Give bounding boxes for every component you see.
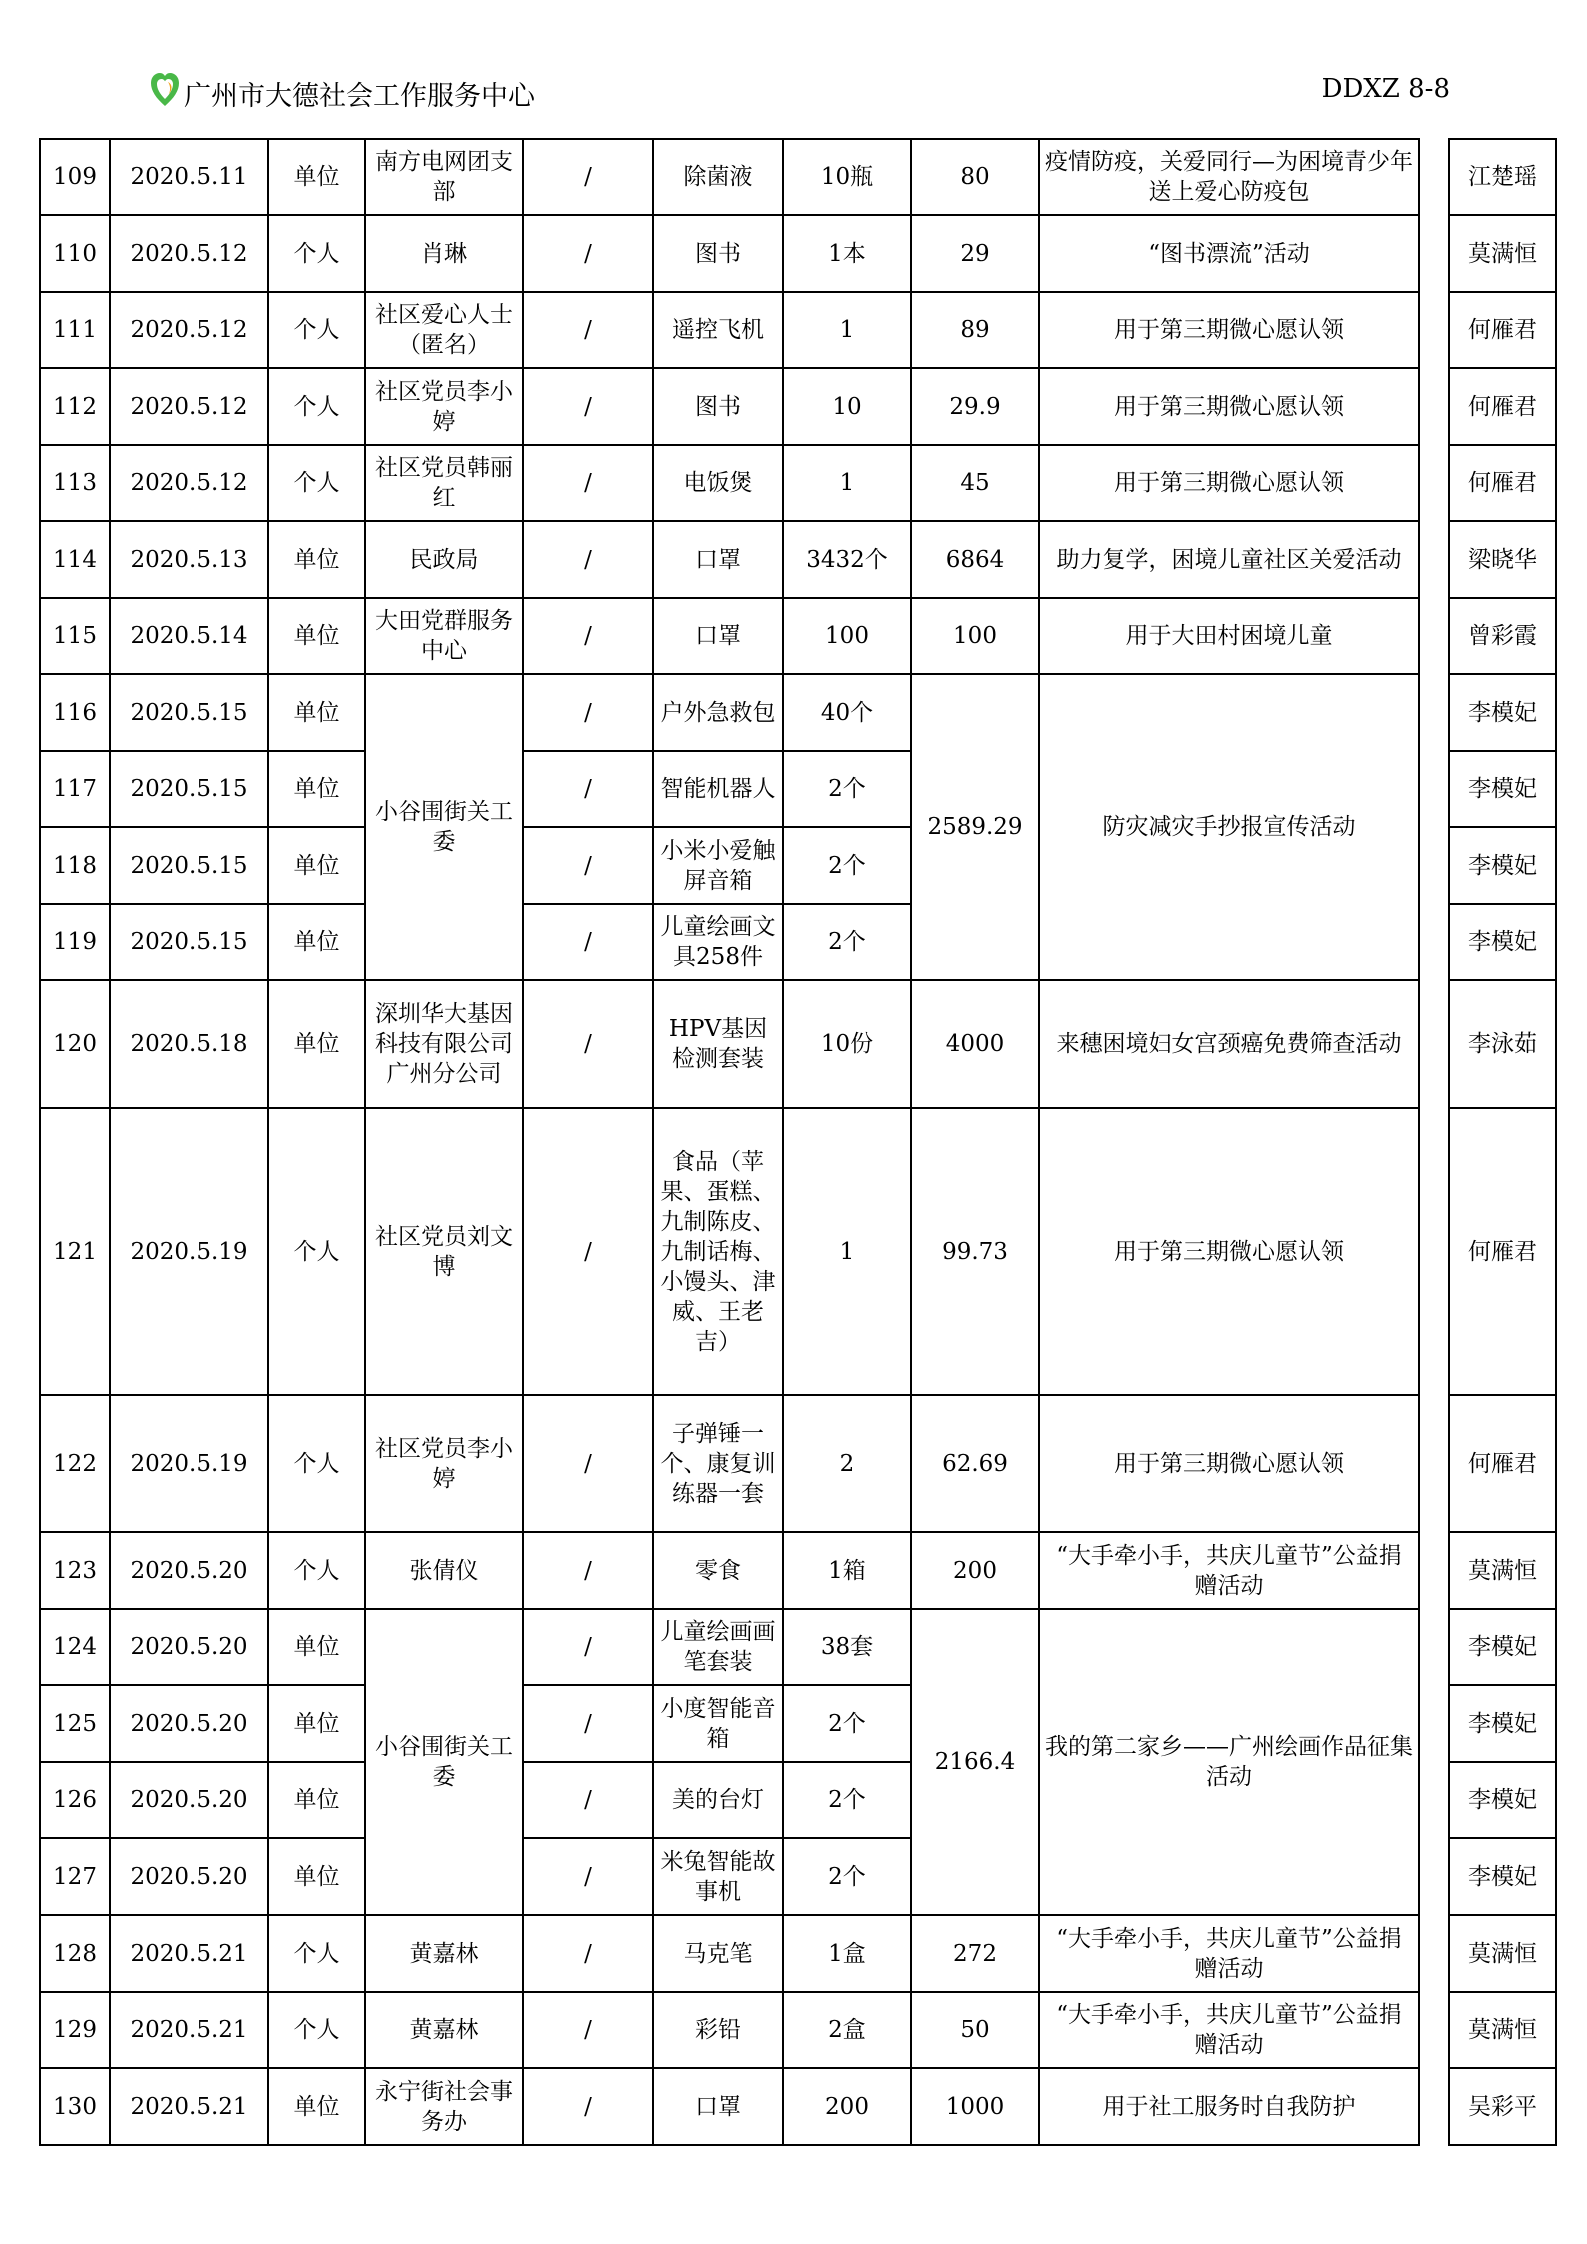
item-quantity: 10瓶: [783, 139, 911, 215]
table-row: [40, 1992, 1556, 2068]
donor-type: 单位: [268, 521, 365, 598]
donation-date: 2020.5.15: [110, 674, 268, 751]
item-amount: 80: [911, 139, 1039, 215]
blank-gap-cell: [1419, 1532, 1449, 1609]
item-quantity: 1本: [783, 215, 911, 292]
donor-type: 单位: [268, 598, 365, 674]
handler-name: 李泳茹: [1449, 980, 1556, 1108]
donation-date: 2020.5.12: [110, 292, 268, 368]
item-quantity: 1箱: [783, 1532, 911, 1609]
slash-cell: /: [523, 1108, 653, 1395]
slash-cell: /: [523, 1532, 653, 1609]
slash-cell: /: [523, 751, 653, 827]
item-name: 口罩: [653, 598, 783, 674]
donor-type: 个人: [268, 1532, 365, 1609]
donor-type: 个人: [268, 1395, 365, 1532]
blank-gap-cell: [1419, 2068, 1449, 2145]
handler-name: 李模妃: [1449, 827, 1556, 904]
donation-purpose: “图书漂流”活动: [1039, 215, 1419, 292]
donation-date: 2020.5.19: [110, 1108, 268, 1395]
handler-name: 莫满恒: [1449, 1992, 1556, 2068]
slash-cell: /: [523, 1395, 653, 1532]
donation-date: 2020.5.13: [110, 521, 268, 598]
blank-gap-cell: [1419, 980, 1449, 1108]
donation-date: 2020.5.20: [110, 1838, 268, 1915]
slash-cell: /: [523, 1609, 653, 1685]
donor-name: 社区党员李小婷: [365, 1395, 523, 1532]
item-name: 口罩: [653, 521, 783, 598]
item-quantity: 100: [783, 598, 911, 674]
item-amount: 272: [911, 1915, 1039, 1992]
item-amount: 89: [911, 292, 1039, 368]
blank-gap-cell: [1419, 674, 1449, 751]
handler-name: 曾彩霞: [1449, 598, 1556, 674]
handler-name: 莫满恒: [1449, 215, 1556, 292]
donation-date: 2020.5.18: [110, 980, 268, 1108]
donation-purpose: 用于社工服务时自我防护: [1039, 2068, 1419, 2145]
blank-gap-cell: [1419, 368, 1449, 445]
donor-type: 单位: [268, 1685, 365, 1762]
donation-purpose: 用于第三期微心愿认领: [1039, 1395, 1419, 1532]
table-row: [40, 215, 1556, 292]
donor-type: 单位: [268, 980, 365, 1108]
donor-name: 大田党群服务中心: [365, 598, 523, 674]
table-row: [40, 1532, 1556, 1609]
slash-cell: /: [523, 980, 653, 1108]
donation-purpose: 疫情防疫，关爱同行—为困境青少年送上爱心防疫包: [1039, 139, 1419, 215]
row-number: 109: [40, 139, 110, 215]
slash-cell: /: [523, 445, 653, 521]
donation-date: 2020.5.14: [110, 598, 268, 674]
item-name: 马克笔: [653, 1915, 783, 1992]
slash-cell: /: [523, 215, 653, 292]
table-row: [40, 674, 1556, 751]
donor-name: 深圳华大基因科技有限公司广州分公司: [365, 980, 523, 1108]
handler-name: 李模妃: [1449, 1762, 1556, 1838]
item-quantity: 2个: [783, 827, 911, 904]
donation-purpose: “大手牵小手，共庆儿童节”公益捐赠活动: [1039, 1915, 1419, 1992]
row-number: 129: [40, 1992, 110, 2068]
row-number: 116: [40, 674, 110, 751]
handler-name: 莫满恒: [1449, 1532, 1556, 1609]
row-number: 122: [40, 1395, 110, 1532]
donor-type: 单位: [268, 139, 365, 215]
slash-cell: /: [523, 674, 653, 751]
donation-date: 2020.5.19: [110, 1395, 268, 1532]
row-number: 130: [40, 2068, 110, 2145]
blank-gap-cell: [1419, 1108, 1449, 1395]
donor-name: 社区爱心人士（匿名）: [365, 292, 523, 368]
item-amount: 1000: [911, 2068, 1039, 2145]
item-quantity: 2个: [783, 1762, 911, 1838]
donor-type: 单位: [268, 1838, 365, 1915]
slash-cell: /: [523, 1992, 653, 2068]
table-row: [40, 368, 1556, 445]
item-amount: 6864: [911, 521, 1039, 598]
donor-name: 小谷围街关工委: [365, 674, 523, 980]
item-quantity: 10份: [783, 980, 911, 1108]
item-amount: 2166.4: [911, 1609, 1039, 1915]
handler-name: 莫满恒: [1449, 1915, 1556, 1992]
donation-date: 2020.5.21: [110, 1915, 268, 1992]
donor-type: 单位: [268, 751, 365, 827]
row-number: 114: [40, 521, 110, 598]
row-number: 124: [40, 1609, 110, 1685]
item-amount: 100: [911, 598, 1039, 674]
blank-gap-cell: [1419, 1915, 1449, 1992]
slash-cell: /: [523, 904, 653, 980]
slash-cell: /: [523, 1838, 653, 1915]
blank-gap-cell: [1419, 521, 1449, 598]
table-row: [40, 139, 1556, 215]
item-name: 智能机器人: [653, 751, 783, 827]
item-name: 图书: [653, 368, 783, 445]
item-quantity: 1盒: [783, 1915, 911, 1992]
item-amount: 4000: [911, 980, 1039, 1108]
donor-name: 南方电网团支部: [365, 139, 523, 215]
handler-name: 李模妃: [1449, 1838, 1556, 1915]
item-amount: 50: [911, 1992, 1039, 2068]
item-amount: 200: [911, 1532, 1039, 1609]
item-quantity: 2个: [783, 1838, 911, 1915]
handler-name: 李模妃: [1449, 1685, 1556, 1762]
donor-type: 单位: [268, 1609, 365, 1685]
item-quantity: 40个: [783, 674, 911, 751]
item-name: 图书: [653, 215, 783, 292]
handler-name: 吴彩平: [1449, 2068, 1556, 2145]
handler-name: 李模妃: [1449, 751, 1556, 827]
item-name: 口罩: [653, 2068, 783, 2145]
donor-type: 个人: [268, 1915, 365, 1992]
row-number: 111: [40, 292, 110, 368]
table-row: [40, 521, 1556, 598]
blank-gap-cell: [1419, 1395, 1449, 1532]
slash-cell: /: [523, 827, 653, 904]
donor-name: 社区党员刘文博: [365, 1108, 523, 1395]
donation-purpose: 用于第三期微心愿认领: [1039, 368, 1419, 445]
donation-date: 2020.5.12: [110, 368, 268, 445]
slash-cell: /: [523, 139, 653, 215]
row-number: 127: [40, 1838, 110, 1915]
donor-type: 个人: [268, 1108, 365, 1395]
table-row: [40, 1395, 1556, 1532]
handler-name: 何雁君: [1449, 1395, 1556, 1532]
blank-gap-cell: [1419, 215, 1449, 292]
item-quantity: 2盒: [783, 1992, 911, 2068]
document-code: DDXZ 8-8: [1321, 74, 1450, 104]
donation-purpose: 来穗困境妇女宫颈癌免费筛查活动: [1039, 980, 1419, 1108]
donor-name: 肖琳: [365, 215, 523, 292]
row-number: 110: [40, 215, 110, 292]
blank-gap-cell: [1419, 292, 1449, 368]
organization-name: 广州市大德社会工作服务中心: [184, 81, 535, 112]
item-quantity: 200: [783, 2068, 911, 2145]
row-number: 113: [40, 445, 110, 521]
blank-gap-cell: [1419, 1609, 1449, 1685]
row-number: 128: [40, 1915, 110, 1992]
donor-type: 个人: [268, 215, 365, 292]
blank-gap-cell: [1419, 1685, 1449, 1762]
donation-date: 2020.5.20: [110, 1685, 268, 1762]
row-number: 123: [40, 1532, 110, 1609]
row-number: 120: [40, 980, 110, 1108]
handler-name: 江楚瑶: [1449, 139, 1556, 215]
donor-type: 单位: [268, 904, 365, 980]
handler-name: 李模妃: [1449, 1609, 1556, 1685]
donation-purpose: 我的第二家乡——广州绘画作品征集活动: [1039, 1609, 1419, 1915]
donation-date: 2020.5.21: [110, 1992, 268, 2068]
donation-purpose: 用于第三期微心愿认领: [1039, 445, 1419, 521]
donation-date: 2020.5.12: [110, 215, 268, 292]
row-number: 125: [40, 1685, 110, 1762]
item-quantity: 1: [783, 1108, 911, 1395]
item-quantity: 10: [783, 368, 911, 445]
row-number: 115: [40, 598, 110, 674]
blank-gap-cell: [1419, 1762, 1449, 1838]
donor-name: 张倩仪: [365, 1532, 523, 1609]
donor-name: 民政局: [365, 521, 523, 598]
donation-date: 2020.5.15: [110, 827, 268, 904]
donor-type: 单位: [268, 1762, 365, 1838]
donor-type: 个人: [268, 1992, 365, 2068]
slash-cell: /: [523, 598, 653, 674]
blank-gap-cell: [1419, 139, 1449, 215]
handler-name: 李模妃: [1449, 674, 1556, 751]
item-amount: 45: [911, 445, 1039, 521]
item-name: 儿童绘画画笔套装: [653, 1609, 783, 1685]
slash-cell: /: [523, 292, 653, 368]
item-name: HPV基因检测套装: [653, 980, 783, 1108]
donation-purpose: 防灾减灾手抄报宣传活动: [1039, 674, 1419, 980]
row-number: 118: [40, 827, 110, 904]
table-row: [40, 980, 1556, 1108]
blank-gap-cell: [1419, 1838, 1449, 1915]
donation-purpose: 用于大田村困境儿童: [1039, 598, 1419, 674]
item-quantity: 38套: [783, 1609, 911, 1685]
item-name: 零食: [653, 1532, 783, 1609]
donation-purpose: “大手牵小手，共庆儿童节”公益捐赠活动: [1039, 1992, 1419, 2068]
slash-cell: /: [523, 521, 653, 598]
slash-cell: /: [523, 1685, 653, 1762]
handler-name: 何雁君: [1449, 368, 1556, 445]
blank-gap-cell: [1419, 1992, 1449, 2068]
blank-gap-cell: [1419, 751, 1449, 827]
item-quantity: 2: [783, 1395, 911, 1532]
item-name: 电饭煲: [653, 445, 783, 521]
row-number: 126: [40, 1762, 110, 1838]
item-name: 除菌液: [653, 139, 783, 215]
table-row: [40, 1108, 1556, 1395]
donor-name: 黄嘉林: [365, 1915, 523, 1992]
donor-type: 单位: [268, 674, 365, 751]
row-number: 121: [40, 1108, 110, 1395]
item-quantity: 2个: [783, 1685, 911, 1762]
blank-gap-cell: [1419, 904, 1449, 980]
donation-date: 2020.5.11: [110, 139, 268, 215]
handler-name: 梁晓华: [1449, 521, 1556, 598]
handler-name: 何雁君: [1449, 1108, 1556, 1395]
table-row: [40, 2068, 1556, 2145]
handler-name: 何雁君: [1449, 445, 1556, 521]
item-quantity: 2个: [783, 751, 911, 827]
donor-type: 单位: [268, 827, 365, 904]
donation-ledger-table: [39, 138, 1557, 2146]
donor-type: 单位: [268, 2068, 365, 2145]
donation-date: 2020.5.15: [110, 904, 268, 980]
donor-type: 个人: [268, 445, 365, 521]
item-amount: 29.9: [911, 368, 1039, 445]
item-name: 小米小爱触屏音箱: [653, 827, 783, 904]
donor-name: 小谷围街关工委: [365, 1609, 523, 1915]
slash-cell: /: [523, 368, 653, 445]
donation-purpose: 用于第三期微心愿认领: [1039, 292, 1419, 368]
table-row: [40, 1915, 1556, 1992]
donor-name: 永宁街社会事务办: [365, 2068, 523, 2145]
donation-date: 2020.5.21: [110, 2068, 268, 2145]
item-name: 彩铅: [653, 1992, 783, 2068]
row-number: 112: [40, 368, 110, 445]
item-name: 美的台灯: [653, 1762, 783, 1838]
table-row: [40, 292, 1556, 368]
item-name: 食品（苹果、蛋糕、九制陈皮、九制话梅、小馒头、津威、王老吉）: [653, 1108, 783, 1395]
donor-name: 黄嘉林: [365, 1992, 523, 2068]
donation-date: 2020.5.15: [110, 751, 268, 827]
donor-name: 社区党员李小婷: [365, 368, 523, 445]
donation-date: 2020.5.20: [110, 1762, 268, 1838]
slash-cell: /: [523, 2068, 653, 2145]
item-name: 儿童绘画文具258件: [653, 904, 783, 980]
item-quantity: 1: [783, 445, 911, 521]
item-name: 米兔智能故事机: [653, 1838, 783, 1915]
donation-date: 2020.5.20: [110, 1609, 268, 1685]
donation-date: 2020.5.20: [110, 1532, 268, 1609]
item-amount: 99.73: [911, 1108, 1039, 1395]
item-quantity: 1: [783, 292, 911, 368]
slash-cell: /: [523, 1762, 653, 1838]
donor-type: 个人: [268, 368, 365, 445]
donation-purpose: 助力复学，困境儿童社区关爱活动: [1039, 521, 1419, 598]
item-quantity: 3432个: [783, 521, 911, 598]
donor-type: 个人: [268, 292, 365, 368]
organization-logo-icon: [150, 72, 180, 108]
item-name: 遥控飞机: [653, 292, 783, 368]
row-number: 119: [40, 904, 110, 980]
blank-gap-cell: [1419, 827, 1449, 904]
table-row: [40, 1609, 1556, 1685]
blank-gap-cell: [1419, 445, 1449, 521]
item-name: 子弹锤一个、康复训练器一套: [653, 1395, 783, 1532]
slash-cell: /: [523, 1915, 653, 1992]
handler-name: 李模妃: [1449, 904, 1556, 980]
row-number: 117: [40, 751, 110, 827]
item-amount: 29: [911, 215, 1039, 292]
donation-purpose: “大手牵小手，共庆儿童节”公益捐赠活动: [1039, 1532, 1419, 1609]
page-header: [150, 70, 1450, 114]
item-name: 小度智能音箱: [653, 1685, 783, 1762]
donor-name: 社区党员韩丽红: [365, 445, 523, 521]
item-name: 户外急救包: [653, 674, 783, 751]
item-amount: 62.69: [911, 1395, 1039, 1532]
item-amount: 2589.29: [911, 674, 1039, 980]
blank-gap-cell: [1419, 598, 1449, 674]
table-row: [40, 445, 1556, 521]
item-quantity: 2个: [783, 904, 911, 980]
handler-name: 何雁君: [1449, 292, 1556, 368]
donation-purpose: 用于第三期微心愿认领: [1039, 1108, 1419, 1395]
table-row: [40, 598, 1556, 674]
donation-date: 2020.5.12: [110, 445, 268, 521]
